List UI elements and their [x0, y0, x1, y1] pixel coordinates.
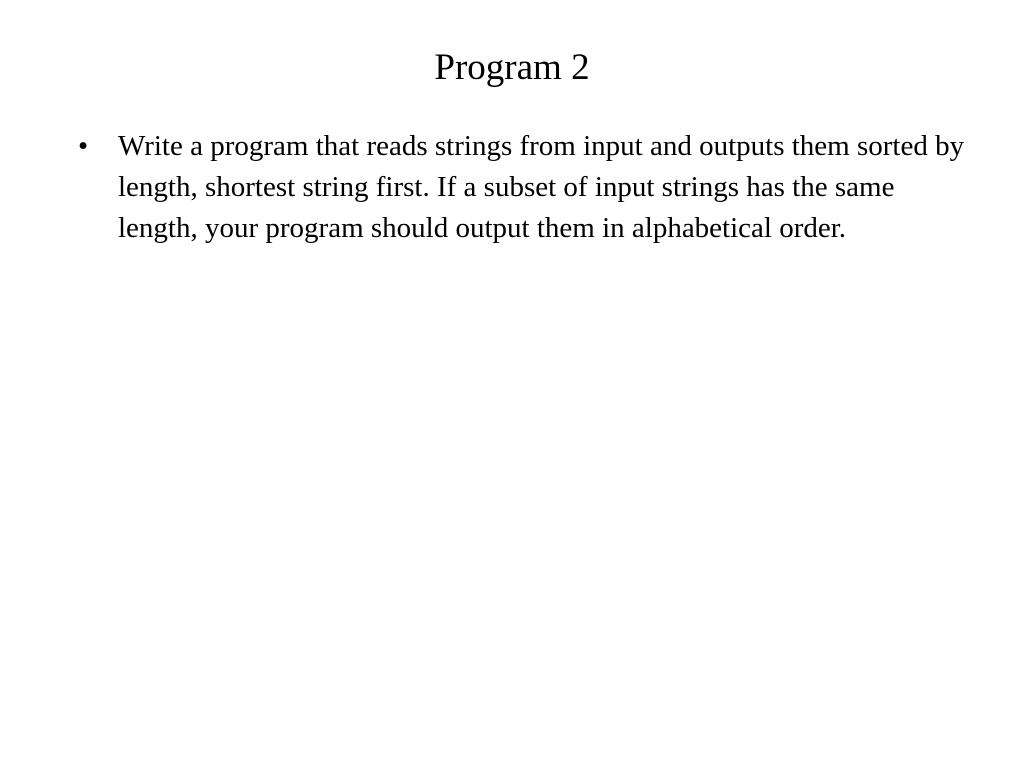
bullet-marker: •: [78, 130, 89, 162]
bullet-list: [74, 126, 974, 249]
bullet-item: [74, 126, 974, 249]
slide-title: Program 2: [434, 47, 590, 88]
bullet-text: Write a program that reads strings from input and outputs them sorted by length, shortest string first. If a subset of input strings has the same length, your program should output them in alphabetical order.: [118, 130, 965, 244]
